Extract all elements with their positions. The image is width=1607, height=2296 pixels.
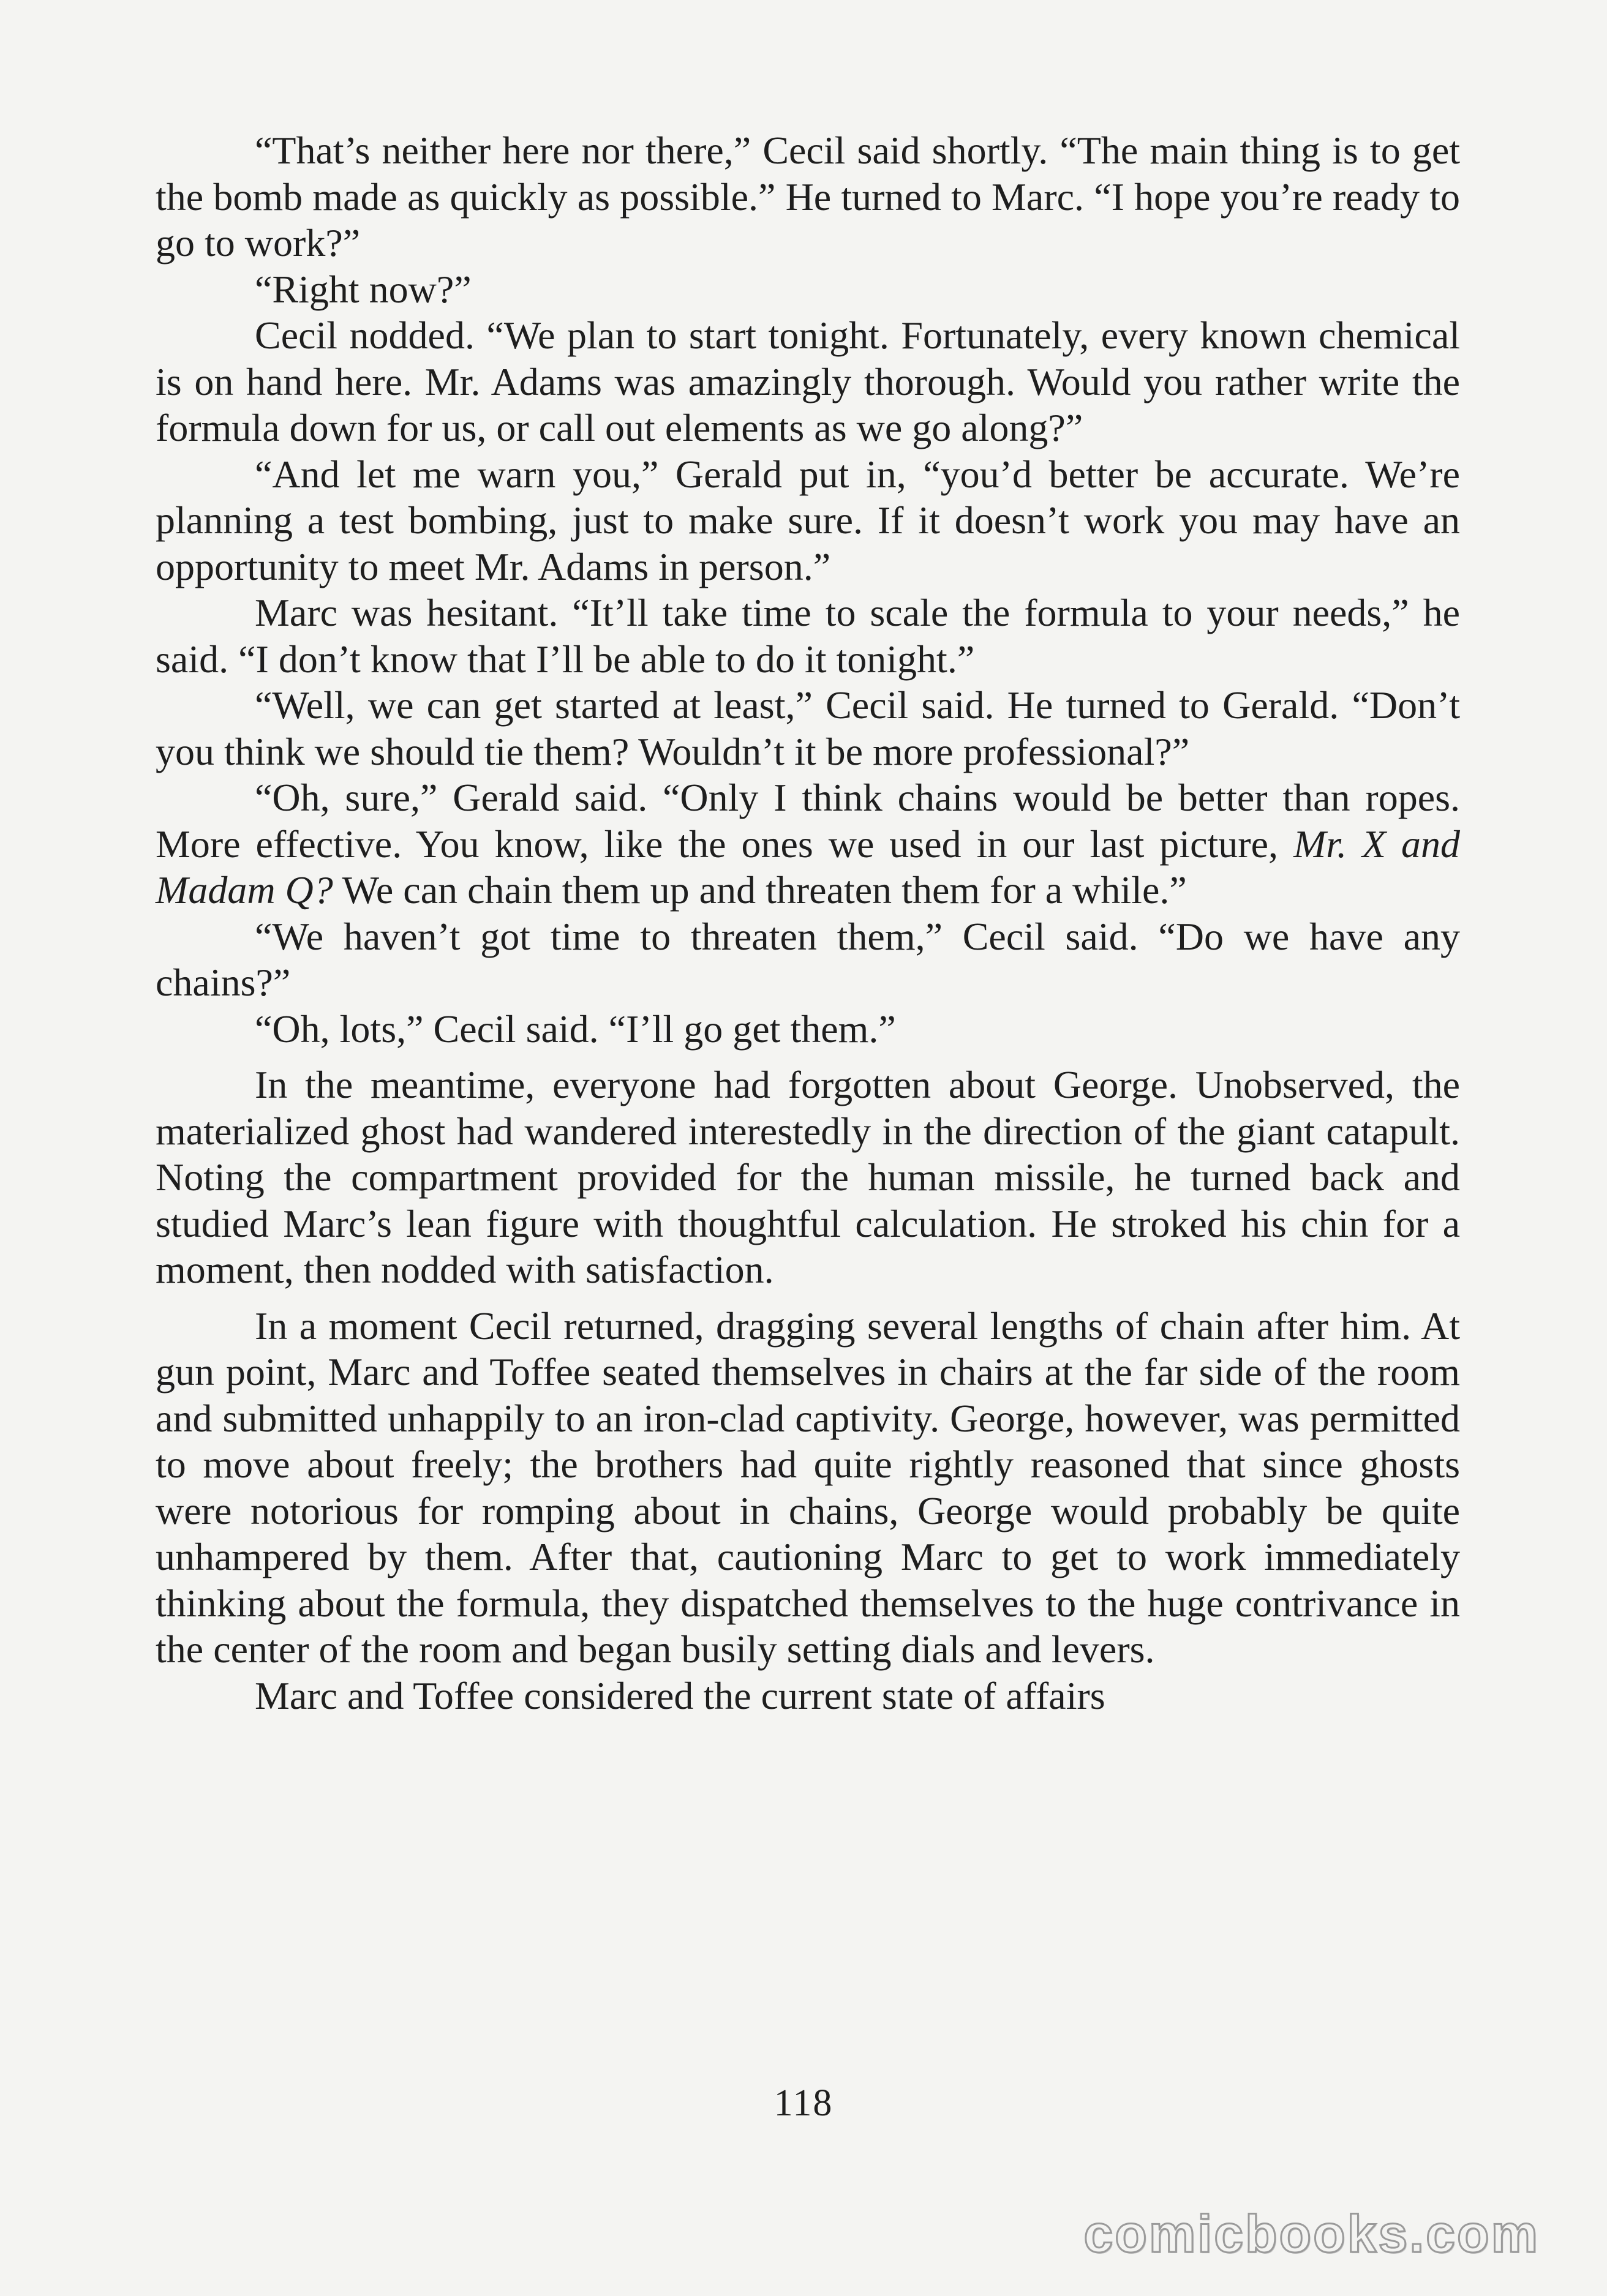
paragraph-3: Cecil nodded. “We plan to start tonight. Fortunately, every known chemical is on hand here. Mr. Adams was amazingly thorough. Would you rather write the formula down for us, or call out elements as we go along?” — [156, 313, 1460, 449]
paragraph-4: “And let me warn you,” Gerald put in, “you’d better be accurate. We’re planning a test bombing, just to make sure. If it doesn’t work you may have an opportunity to meet Mr. Adams in person.” — [156, 452, 1460, 588]
watermark: comicbooks.com — [1083, 2205, 1540, 2264]
paragraph-7 — [156, 775, 1460, 914]
paragraph-10: In the meantime, everyone had forgotten about George. Unobserved, the materialized ghost had wandered interestedly in the direction of the giant catapult. Noting the compartment provided for the human missile, he turned back and studied Marc’s lean figure with thoughtful calculation. He stroked his chin for a moment, then nodded with satisfaction. — [156, 1063, 1460, 1291]
paragraph-2: “Right now?” — [255, 267, 472, 311]
body-text — [156, 127, 1460, 1719]
paragraph-7-after: We can chain them up and threaten them for a while.” — [333, 868, 1187, 912]
page-number: 118 — [773, 2082, 834, 2124]
paragraph-12: Marc and Toffee considered the current state of affairs — [255, 1673, 1105, 1717]
paragraph-5: Marc was hesitant. “It’ll take time to scale the formula to your needs,” he said. “I don’t know that I’ll be able to do it tonight.” — [156, 591, 1460, 681]
movie-title: Mr. X and Madam Q? — [156, 822, 1461, 912]
paragraph-8: “We haven’t got time to threaten them,” Cecil said. “Do we have any chains?” — [156, 914, 1460, 1004]
paragraph-6: “Well, we can get started at least,” Cecil said. He turned to Gerald. “Don’t you think we should tie them? Wouldn’t it be more professional?” — [156, 683, 1460, 773]
paragraph-7-before: “Oh, sure,” Gerald said. “Only I think chains would be better than ropes. More effective. You know, like the ones we used in our last picture, — [156, 776, 1460, 866]
paragraph-9: “Oh, lots,” Cecil said. “I’ll go get them.” — [255, 1007, 896, 1051]
paragraph-1: “That’s neither here nor there,” Cecil said shortly. “The main thing is to get the bomb made as quickly as possible.” He turned to Marc. “I hope you’re ready to go to work?” — [156, 129, 1460, 264]
paragraph-11: In a moment Cecil returned, dragging several lengths of chain after him. At gun point, Marc and Toffee seated themselves in chairs at the far side of the room and submitted unhappily to an iron-clad captivity. George, however, was permitted to move about freely; the brothers had quite rightly reasoned that since ghosts were notorious for romping about in chains, George would probably be quite unhampered by them. After that, cautioning Marc to get to work immediately thinking about the formula, they dispatched themselves to the huge contrivance in the center of the room and began busily setting dials and levers. — [156, 1304, 1460, 1671]
